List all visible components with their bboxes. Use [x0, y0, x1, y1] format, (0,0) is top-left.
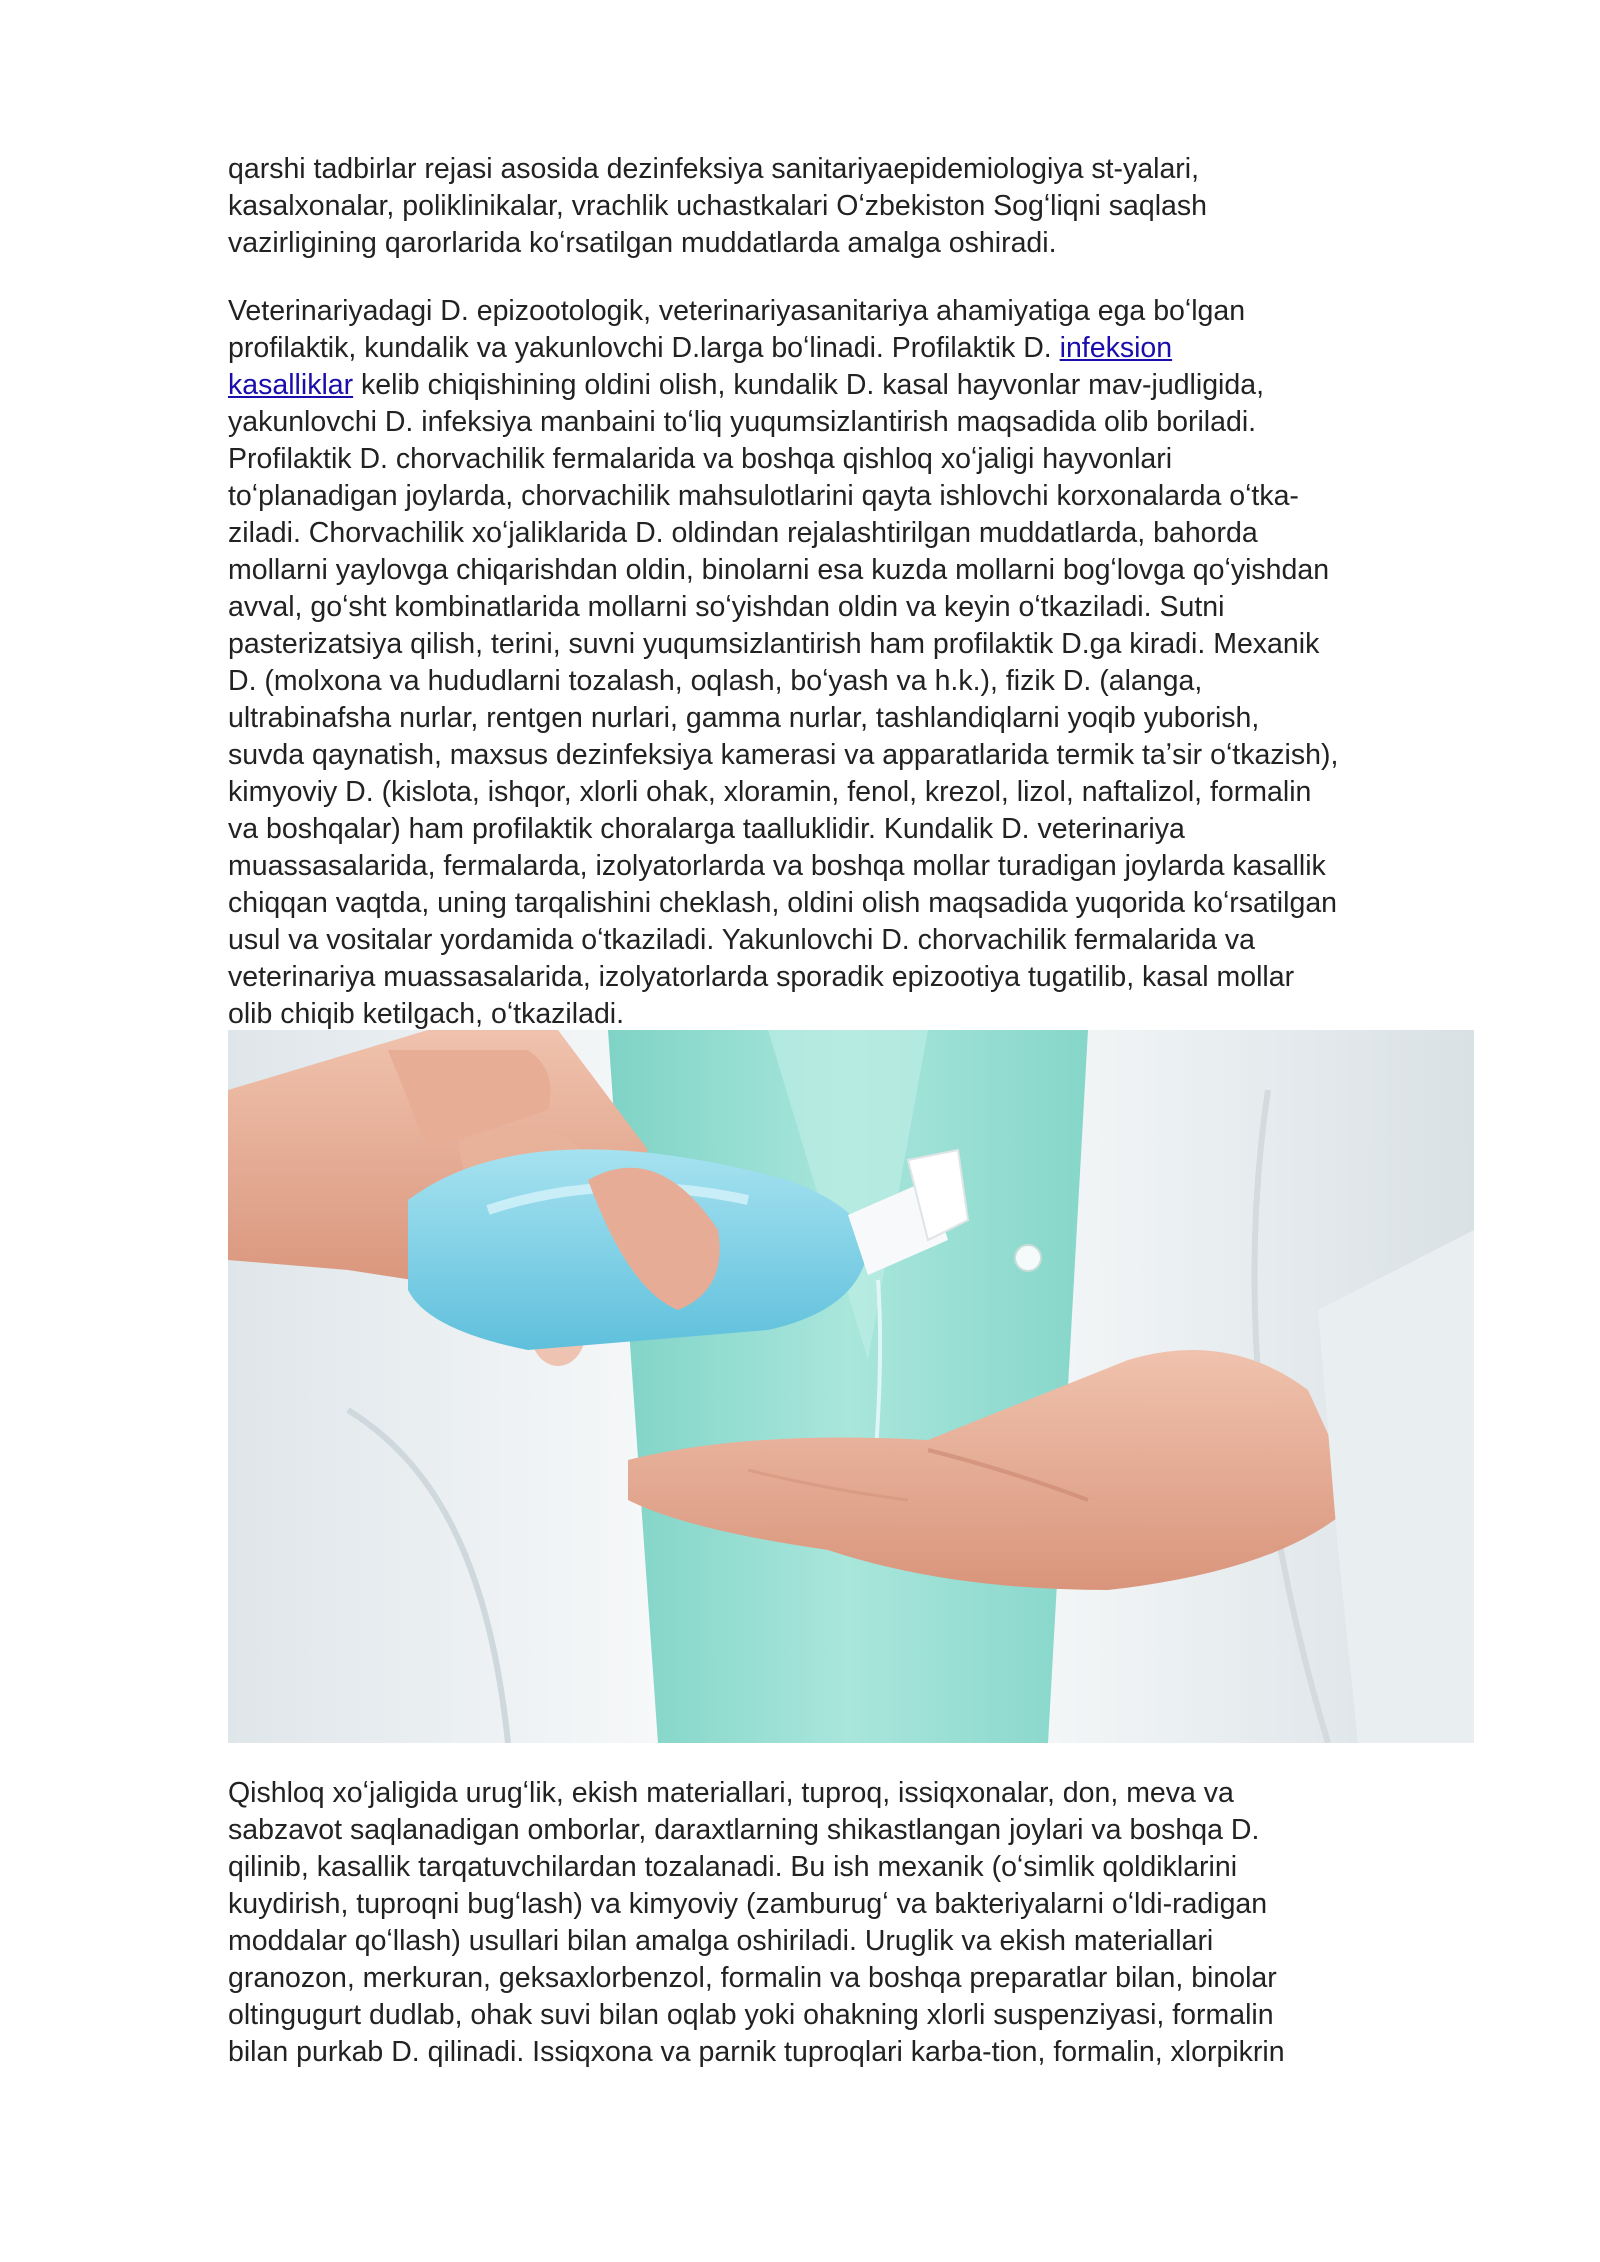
text-line: toʻplanadigan joylarda, chorvachilik mahsulotlarini qayta ishlovchi korxonalarda oʻtka-: [228, 480, 1299, 512]
text-segment: profilaktik, kundalik va yakunlovchi D.larga boʻlinadi. Profilaktik D.: [228, 332, 1060, 364]
text-line: kimyoviy D. (kislota, ishqor, xlorli ohak, xloramin, fenol, krezol, lizol, naftalizol, formalin: [228, 776, 1312, 808]
text-line: olib chiqib ketilgach, oʻtkaziladi.: [228, 998, 625, 1030]
text-line: vazirligining qarorlarida koʻrsatilgan muddatlarda amalga oshiradi.: [228, 227, 1057, 259]
infeksion-kasalliklar-link-cont[interactable]: kasalliklar: [228, 369, 354, 401]
text-line: muassasalarida, fermalarda, izolyatorlarda va boshqa mollar turadigan joylarda kasallik: [228, 850, 1326, 882]
text-line: sabzavot saqlanadigan omborlar, daraxtlarning shikastlangan joylari va boshqa D.: [228, 1814, 1260, 1846]
text-line: ziladi. Chorvachilik xoʻjaliklarida D. oldindan rejalashtirilgan muddatlarda, bahorda: [228, 517, 1258, 549]
hand-sanitizer-illustration: [228, 1030, 1474, 1743]
text-line: qarshi tadbirlar rejasi asosida dezinfeksiya sanitariyaepidemiologiya st-yalari,: [228, 153, 1200, 185]
text-line: [228, 330, 1478, 367]
text-line: Veterinariyadagi D. epizootologik, veterinariyasanitariya ahamiyatiga ega boʻlgan: [228, 295, 1246, 327]
text-line: qilinib, kasallik tarqatuvchilardan tozalanadi. Bu ish mexanik (oʻsimlik qoldiklarini: [228, 1851, 1238, 1883]
text-line: bilan purkab D. qilinadi. Issiqxona va parnik tuproqlari karba-tion, formalin, xlorpikrin: [228, 2036, 1285, 2068]
text-line: pasterizatsiya qilish, terini, suvni yuqumsizlantirish ham profilaktik D.ga kiradi. Mexanik: [228, 628, 1320, 660]
text-line: va boshqalar) ham profilaktik choralarga taalluklidir. Kundalik D. veterinariya: [228, 813, 1185, 845]
text-line: avval, goʻsht kombinatlarida mollarni soʻyishdan oldin va keyin oʻtkaziladi. Sutni: [228, 591, 1225, 623]
paragraph-veterinary-disinfection: [228, 293, 1478, 1033]
text-segment: kelib chiqishining oldini olish, kundalik D. kasal hayvonlar mav-judligida,: [353, 369, 1265, 401]
text-line: usul va vositalar yordamida oʻtkaziladi. Yakunlovchi D. chorvachilik fermalarida va: [228, 924, 1255, 956]
text-line: suvda qaynatish, maxsus dezinfeksiya kamerasi va apparatlarida termik taʼsir oʻtkazish),: [228, 739, 1339, 771]
paragraph-agriculture-disinfection: [228, 1775, 1478, 2071]
text-line: D. (molxona va hududlarni tozalash, oqlash, boʻyash va h.k.), fizik D. (alanga,: [228, 665, 1203, 697]
text-line: [228, 367, 1478, 404]
text-line: ultrabinafsha nurlar, rentgen nurlari, gamma nurlar, tashlandiqlarni yoqib yuborish,: [228, 702, 1260, 734]
text-line: Qishloq xoʻjaligida urugʻlik, ekish materiallari, tuproq, issiqxonalar, don, meva va: [228, 1777, 1234, 1809]
text-line: Profilaktik D. chorvachilik fermalarida va boshqa qishloq xoʻjaligi hayvonlari: [228, 443, 1173, 475]
text-line: kuydirish, tuproqni bugʻlash) va kimyoviy (zamburugʻ va bakteriyalarni oʻldi-radigan: [228, 1888, 1268, 1920]
text-line: oltingugurt dudlab, ohak suvi bilan oqlab yoki ohakning xlorli suspenziyasi, formalin: [228, 1999, 1274, 2031]
text-line: moddalar qoʻllash) usullari bilan amalga oshiriladi. Uruglik va ekish materiallari: [228, 1925, 1214, 1957]
text-line: yakunlovchi D. infeksiya manbaini toʻliq yuqumsizlantirish maqsadida olib boriladi.: [228, 406, 1257, 438]
text-line: granozon, merkuran, geksaxlorbenzol, formalin va boshqa preparatlar bilan, binolar: [228, 1962, 1277, 1994]
text-line: chiqqan vaqtda, uning tarqalishini cheklash, oldini olish maqsadida yuqorida koʻrsatilgan: [228, 887, 1338, 919]
paragraph-disinfection-plan: [228, 151, 1478, 262]
text-line: mollarni yaylovga chiqarishdan oldin, binolarni esa kuzda mollarni bogʻlovga qoʻyishdan: [228, 554, 1330, 586]
text-line: veterinariya muassasalarida, izolyatorlarda sporadik epizootiya tugatilib, kasal mollar: [228, 961, 1295, 993]
hand-sanitizer-photo: [228, 1030, 1474, 1743]
text-line: kasalxonalar, poliklinikalar, vrachlik uchastkalari Oʻzbekiston Sogʻliqni saqlash: [228, 190, 1207, 222]
infeksion-kasalliklar-link[interactable]: infeksion: [1059, 332, 1173, 364]
